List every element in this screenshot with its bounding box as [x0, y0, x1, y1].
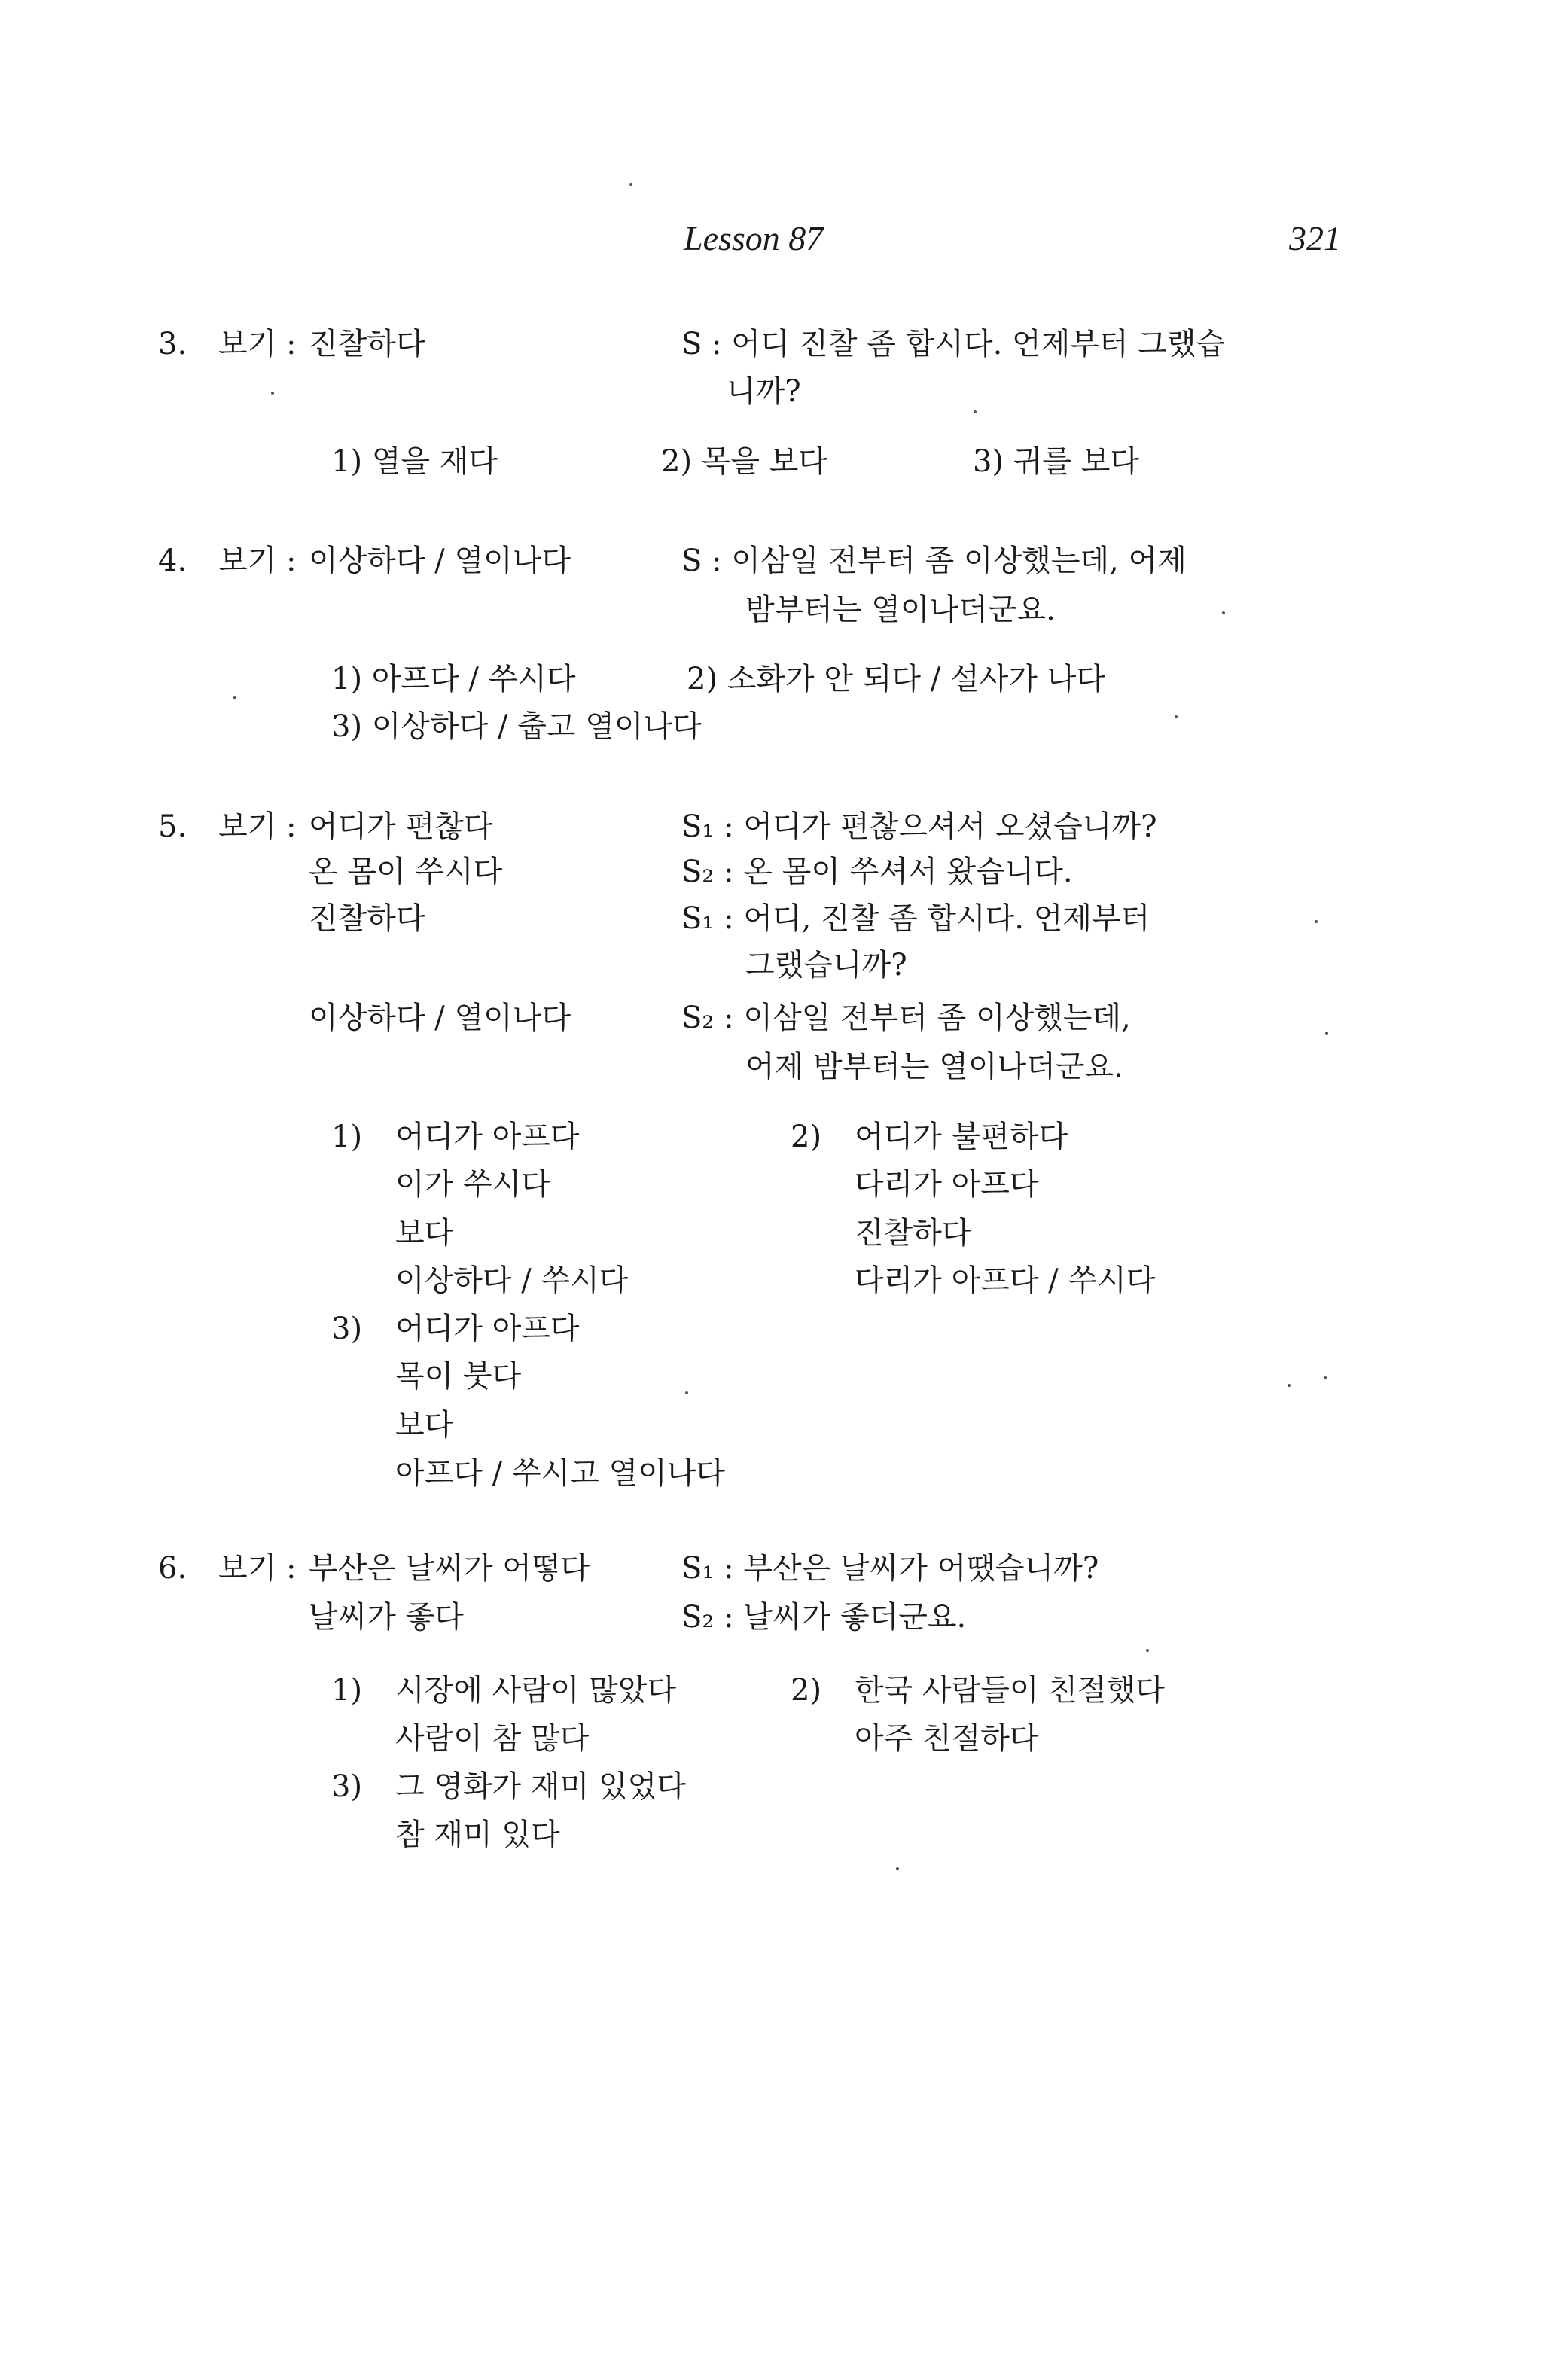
- model-sentence-cont: 니까?: [727, 374, 801, 409]
- scan-speck: [1288, 1384, 1291, 1387]
- page-number: 321: [1289, 219, 1341, 258]
- option-2-line: 다리가 아프다 / 쑤시다: [855, 1263, 1156, 1298]
- model-sentence: S : 이삼일 전부터 좀 이상했는데, 어제: [681, 544, 1187, 578]
- example-label: 보기 :: [218, 809, 297, 844]
- option-1: 1) 아프다 / 쑤시다: [331, 662, 576, 696]
- option-3-line: 어디가 아프다: [395, 1312, 580, 1346]
- exercise-number: 5.: [158, 809, 187, 844]
- option-2-label: 2): [791, 1120, 822, 1154]
- dialogue-line-1: S₁ : 부산은 날씨가 어땠습니까?: [681, 1551, 1099, 1586]
- option-1-line: 이상하다 / 쑤시다: [395, 1263, 629, 1298]
- option-2-label: 2): [791, 1673, 822, 1708]
- option-2-line: 아주 친절하다: [855, 1721, 1039, 1756]
- dialogue-line-4: S₂ : 이삼일 전부터 좀 이상했는데,: [681, 1001, 1131, 1035]
- option-3-line: 그 영화가 재미 있었다: [395, 1769, 686, 1804]
- exercise-number: 3.: [158, 327, 187, 361]
- example-cue-2: 날씨가 좋다: [309, 1600, 464, 1635]
- scan-speck: [974, 410, 977, 413]
- option-2-line: 다리가 아프다: [855, 1167, 1039, 1202]
- option-2-line: 어디가 불편하다: [855, 1120, 1068, 1154]
- option-1: 1) 열을 재다: [331, 444, 498, 479]
- dialogue-line-2: S₂ : 온 몸이 쑤셔서 왔습니다.: [681, 855, 1073, 889]
- option-1-line: 어디가 아프다: [395, 1120, 580, 1154]
- option-1-label: 1): [331, 1673, 363, 1708]
- dialogue-line-4-cont: 어제 밤부터는 열이나더군요.: [745, 1050, 1123, 1084]
- example-cue-3: 진찰하다: [309, 901, 425, 936]
- option-3-line: 참 재미 있다: [395, 1818, 560, 1852]
- scan-speck: [1325, 1032, 1328, 1035]
- option-3: 3) 귀를 보다: [973, 444, 1140, 479]
- option-3-line: 목이 붓다: [395, 1359, 522, 1394]
- scan-speck: [233, 696, 236, 699]
- example-cue-4: 이상하다 / 열이나다: [309, 1001, 571, 1035]
- option-1-line: 이가 쑤시다: [395, 1167, 550, 1202]
- option-2: 2) 목을 보다: [661, 444, 828, 479]
- option-3-line: 아프다 / 쑤시고 열이나다: [395, 1456, 726, 1491]
- option-2-line: 진찰하다: [855, 1216, 971, 1251]
- model-sentence: S : 어디 진찰 좀 합시다. 언제부터 그랬습: [681, 327, 1226, 361]
- model-sentence-cont: 밤부터는 열이나더군요.: [745, 593, 1056, 627]
- dialogue-line-3: S₁ : 어디, 진찰 좀 합시다. 언제부터: [681, 901, 1150, 936]
- scan-speck: [1315, 920, 1318, 923]
- option-3-label: 3): [331, 1312, 363, 1346]
- scan-speck: [1146, 1649, 1149, 1652]
- dialogue-line-2: S₂ : 날씨가 좋더군요.: [681, 1600, 967, 1635]
- scan-speck: [271, 392, 274, 395]
- dialogue-line-3-cont: 그랬습니까?: [745, 948, 907, 983]
- scan-speck: [1175, 715, 1178, 718]
- example-label: 보기 :: [218, 1551, 297, 1586]
- example-cue-1: 어디가 편찮다: [309, 809, 493, 844]
- option-3-line: 보다: [395, 1408, 454, 1443]
- example-cue-1: 부산은 날씨가 어떻다: [309, 1551, 590, 1586]
- dialogue-line-1: S₁ : 어디가 편찮으셔서 오셨습니까?: [681, 809, 1157, 844]
- example-label: 보기 :: [218, 327, 297, 361]
- option-1-line: 시장에 사람이 많았다: [395, 1673, 677, 1708]
- scan-speck: [1222, 611, 1225, 614]
- exercise-number: 4.: [158, 544, 187, 578]
- scan-speck: [629, 183, 632, 186]
- option-2: 2) 소화가 안 되다 / 설사가 나다: [687, 662, 1105, 696]
- example-cue-2: 온 몸이 쑤시다: [309, 855, 503, 889]
- scan-speck: [1324, 1376, 1327, 1379]
- option-3: 3) 이상하다 / 춥고 열이나다: [331, 709, 702, 744]
- example-cue: 진찰하다: [309, 327, 425, 361]
- scan-speck: [685, 1391, 688, 1394]
- exercise-number: 6.: [158, 1551, 187, 1586]
- lesson-title: Lesson 87: [684, 219, 824, 258]
- option-1-line: 보다: [395, 1216, 454, 1251]
- example-cue: 이상하다 / 열이나다: [309, 544, 571, 578]
- option-1-line: 사람이 참 많다: [395, 1721, 590, 1756]
- example-label: 보기 :: [218, 544, 297, 578]
- scan-speck: [896, 1867, 899, 1870]
- option-1-label: 1): [331, 1120, 363, 1154]
- option-2-line: 한국 사람들이 친절했다: [855, 1673, 1165, 1708]
- option-3-label: 3): [331, 1769, 363, 1804]
